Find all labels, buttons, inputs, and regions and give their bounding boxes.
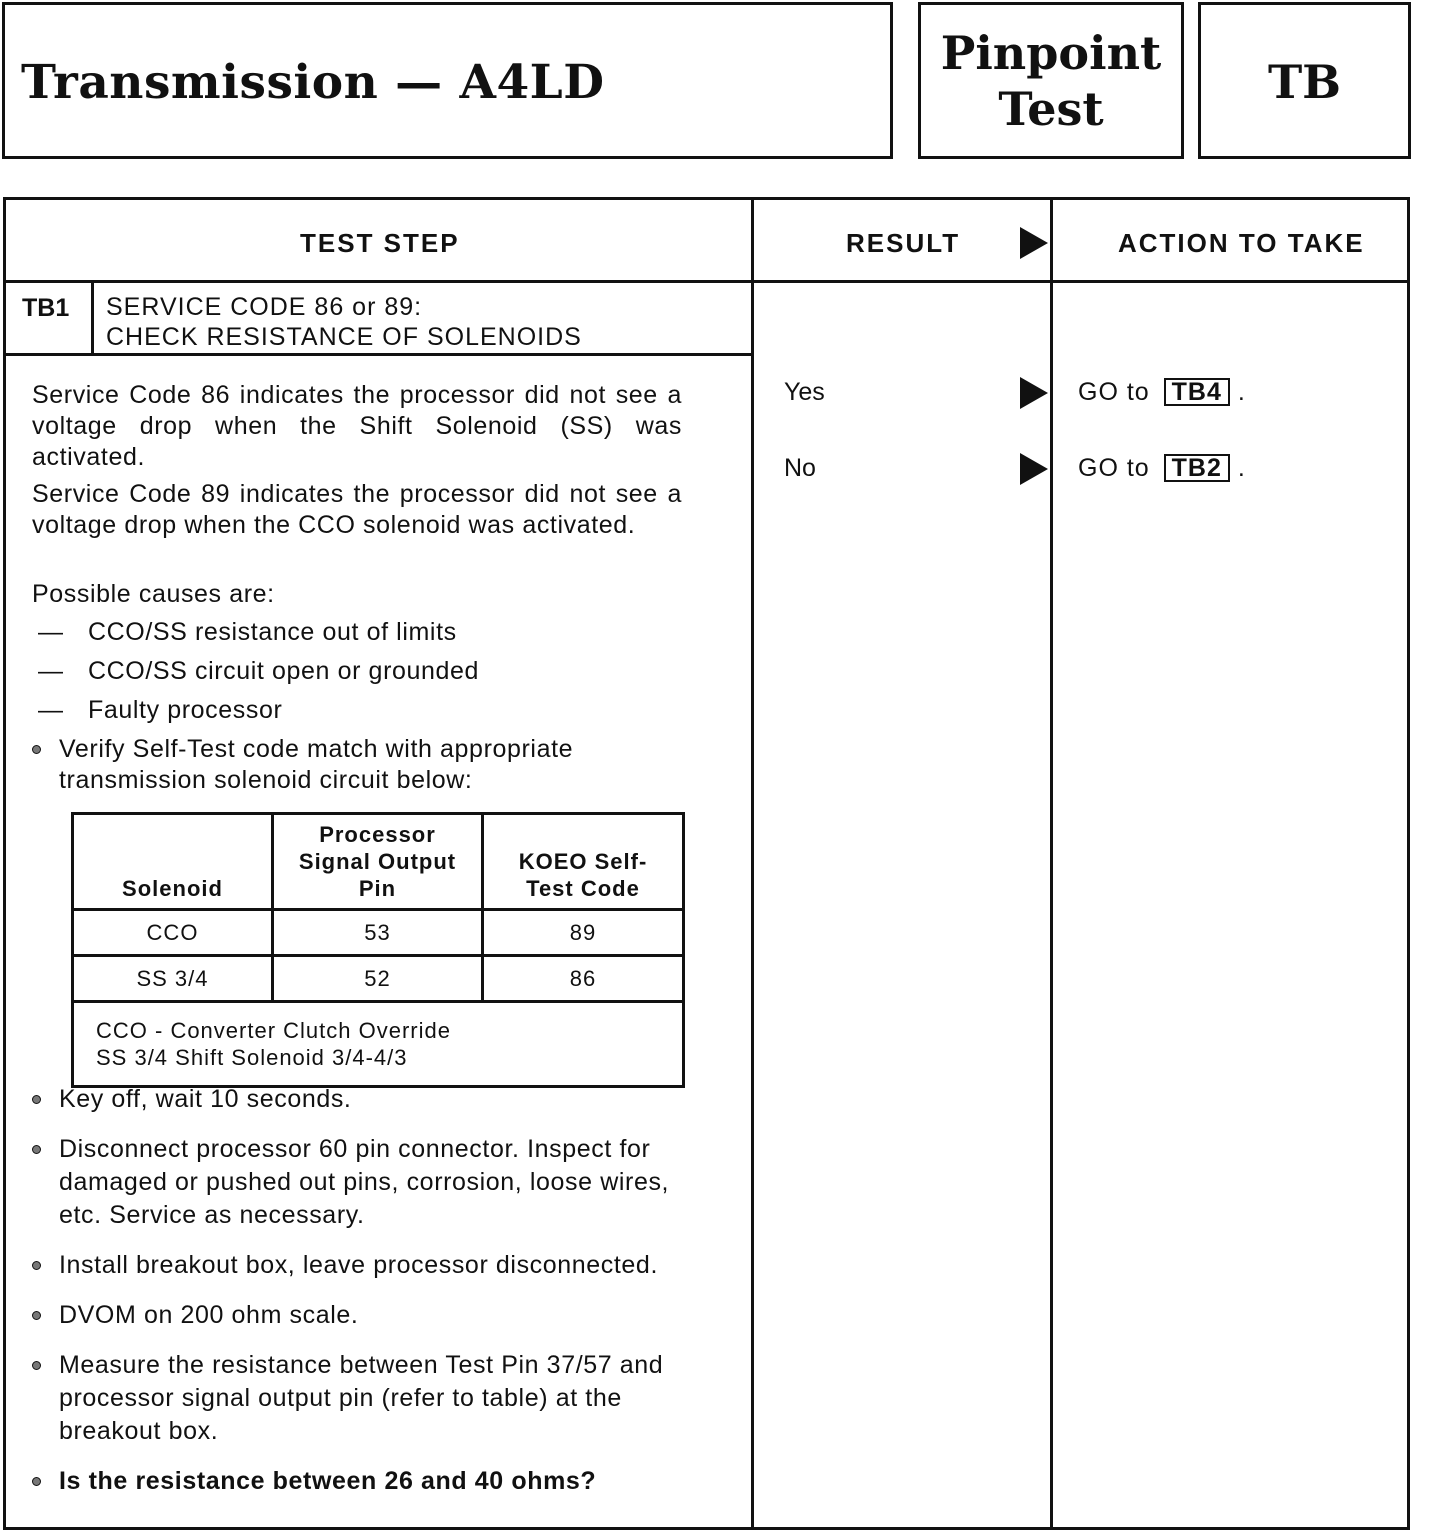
dash-icon: — — [38, 657, 64, 685]
bullet-icon — [32, 1477, 41, 1486]
table-row — [73, 910, 684, 956]
paragraph-code-89: Service Code 89 indicates the processor did not see a voltage drop when the CCO solenoid was activated. — [32, 480, 682, 539]
bullet-verify: Verify Self-Test code match with appropriate transmission solenoid circuit below: — [32, 733, 722, 797]
step-id-divider — [91, 280, 94, 354]
action-no: GO to TB2 . — [1078, 454, 1246, 482]
page-title: Transmission — A4LD — [21, 55, 605, 110]
cell-pin: 52 — [273, 956, 483, 1002]
causes-intro: Possible causes are: — [32, 580, 275, 608]
no-arrow-icon — [1020, 453, 1048, 485]
bullet-icon — [32, 1145, 41, 1154]
pinpoint-line2: Test — [998, 82, 1104, 136]
column-divider-2 — [1050, 200, 1053, 1530]
header-koeo-code: KOEO Self- Test Code — [483, 814, 684, 910]
action-yes: GO to TB4 . — [1078, 378, 1246, 406]
cause-item: — CCO/SS circuit open or grounded — [38, 657, 480, 685]
solenoid-table-header — [73, 814, 684, 910]
bullet-item: Disconnect processor 60 pin connector. Inspect for damaged or pushed out pins, corrosion, loose wires, etc. Service as necessary. — [32, 1133, 722, 1232]
bullet-icon — [32, 1261, 41, 1270]
cell-code: 86 — [483, 956, 684, 1002]
dash-icon: — — [38, 618, 64, 646]
test-code: TB — [1267, 55, 1342, 109]
pinpoint-line1: Pinpoint — [940, 26, 1162, 80]
cell-solenoid: SS 3/4 — [73, 956, 273, 1002]
result-no: No — [784, 454, 816, 482]
column-header-result: RESULT — [846, 228, 961, 258]
result-yes: Yes — [784, 378, 825, 406]
pinpoint-test-table — [3, 197, 1410, 1530]
step-ref-tb2[interactable]: TB2 — [1164, 454, 1230, 482]
bullet-item: Key off, wait 10 seconds. — [32, 1083, 722, 1116]
step-title-divider — [6, 353, 752, 356]
cause-item: — Faulty processor — [38, 696, 283, 724]
step-ref-tb4[interactable]: TB4 — [1164, 378, 1230, 406]
column-divider-1 — [751, 200, 754, 1530]
cell-pin: 53 — [273, 910, 483, 956]
column-header-action: ACTION TO TAKE — [1118, 228, 1365, 258]
bullet-icon — [32, 1095, 41, 1104]
table-note: CCO - Converter Clutch Override SS 3/4 Shift Solenoid 3/4-4/3 — [73, 1002, 684, 1087]
step-title — [106, 292, 582, 352]
dash-icon: — — [38, 696, 64, 724]
step-title-line2: CHECK RESISTANCE OF SOLENOIDS — [106, 323, 582, 351]
column-header-test-step: TEST STEP — [300, 228, 460, 258]
header-row-divider — [6, 280, 1410, 283]
pinpoint-label — [921, 25, 1181, 137]
bullet-icon — [32, 1311, 41, 1320]
step-id: TB1 — [22, 294, 70, 322]
table-row — [73, 956, 684, 1002]
table-note-row — [73, 1002, 684, 1087]
bullet-icon — [32, 745, 41, 754]
cell-code: 89 — [483, 910, 684, 956]
bullet-item: DVOM on 200 ohm scale. — [32, 1299, 722, 1332]
test-code-box — [1198, 2, 1411, 159]
pinpoint-box — [918, 2, 1184, 159]
yes-arrow-icon — [1020, 377, 1048, 409]
bullet-question: Is the resistance between 26 and 40 ohms? — [32, 1465, 722, 1498]
cause-item: — CCO/SS resistance out of limits — [38, 618, 457, 646]
bullet-item: Measure the resistance between Test Pin 37/57 and processor signal output pin (refer to table) at the breakout box. — [32, 1349, 722, 1448]
cell-solenoid: CCO — [73, 910, 273, 956]
paragraph-code-86: Service Code 86 indicates the processor did not see a voltage drop when the Shift Solenoid (SS) was activated. — [32, 381, 682, 471]
header-solenoid: Solenoid — [73, 814, 273, 910]
solenoid-table — [71, 812, 685, 1088]
title-box — [2, 2, 893, 159]
bullet-item: Install breakout box, leave processor disconnected. — [32, 1249, 722, 1282]
result-arrow-icon — [1020, 227, 1048, 259]
bullet-icon — [32, 1361, 41, 1370]
header-processor-pin: Processor Signal Output Pin — [273, 814, 483, 910]
step-title-line1: SERVICE CODE 86 or 89: — [106, 293, 423, 321]
